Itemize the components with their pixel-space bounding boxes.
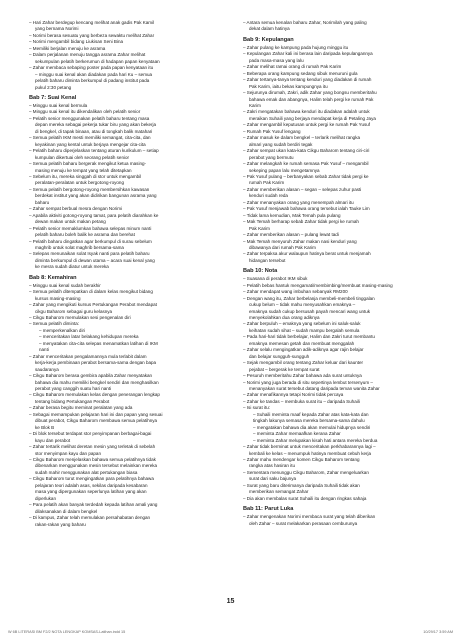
print-footer (8, 630, 453, 634)
note-line: ke mesra sudah diatur untuk mereka (35, 264, 109, 270)
note-line: – Zahar masuk ke dalam bengkel – terlarik melihat rangka (243, 135, 361, 141)
note-line: – Rumah Pak Yusuf lengang (243, 128, 301, 134)
note-line: dekat dalam hatinya (249, 26, 290, 32)
note-line: dilaksanakan di dalam bengkel (35, 508, 98, 514)
note-line: masing menuju ke tempat yang telah ditetapkan (35, 167, 132, 173)
note-line: – Cikgu Baharom berasa gembira apabila Zahar menyatakan (29, 373, 153, 379)
note-line: – Apabila aktiviti gotong-royong tamat, para pelatih diarahkan ke (29, 212, 159, 218)
note-line: – Zahar mengenakan Norimi membaca surat yang telah diberikan (243, 514, 376, 520)
note-line: pelatih baharu boleh balik ke asrama dan berehat (35, 232, 135, 238)
note-line: yang bernama Norimi (35, 26, 79, 32)
note-line: – Norimi yang juga berada di situ sepertinya lembut tersenyum – (243, 379, 373, 385)
note-line: – Isi surat itu: (243, 405, 271, 411)
note-line: – Zahar memberikan alasan – pulang lewat tadi (243, 232, 339, 238)
note-line: saudaranya (35, 366, 59, 372)
note-line: – Zakri mengatakan bahawa kenduri itu diadakan adalah untuk (243, 109, 370, 115)
note-line: meraikan Suhaili yang berjaya mendapat kerja di Petaling Jaya (249, 115, 376, 121)
note-line: bahawa dia mahu memiliki bengkel sendiri dan menghasilkan (35, 379, 159, 385)
note-line: – Pelatih baharu dingatkan agar berkumpul di surau sebelum (29, 238, 152, 244)
note-line: – Kepulangan Zahar kali ini berasa lain daripada kepulangannya (243, 51, 373, 57)
note-line: – Tidak lama kemudian, Mak Temah pula pulang (243, 212, 341, 218)
note-line: emaknya memesan getah dan membuat menggalah (249, 340, 355, 346)
note-line: – Pelatih senior menggunakan pelatih baharu tentang masa (29, 115, 150, 121)
footer-timestamp: 10/29/17 3:59 AM (423, 630, 453, 634)
note-line: pelatih baharu diminta berkumpul di padang institut pada (35, 78, 150, 84)
note-line: – mengatakan bahawa dia akan memulai hidupnya sendiri (253, 424, 371, 430)
note-line: – Zahar melangkah ke rumah semasa Pak Yusuf – mengambil (243, 161, 369, 167)
note-line: – Zahar ke tandas – membuka surat itu – daripada Suhaili (243, 398, 360, 404)
page-number: 15 (226, 598, 235, 605)
note-line: – menceritakan latar belakang kehidupan mereka (39, 334, 139, 340)
note-line: – Zahar terpaksa akur walaupun hatinya berat untuk menjamah (243, 251, 371, 257)
note-line: – Sementara menunggu Cikgu Baharom, Zahar mengeluarkan (243, 469, 369, 475)
note-line: – Cikgu Baharom menjelaskan bahawa semua pelatihnya tidak (29, 457, 156, 462)
note-line: almari yang sudah berdiri tegak (249, 141, 313, 147)
note-line: – Dengan wang itu, Zahar berbelanja membeli-membeli tinggalan (243, 295, 375, 301)
note-line: – Semua pelatih ditempatkan di dalam kelas mengikut bidang (29, 289, 153, 295)
note-line: – Zahar pulang ke kampung pada hujung minggu itu (243, 44, 349, 50)
note-line: diperlukan (35, 495, 56, 501)
note-line: sudah mahir menggunakan alat pertukangan biasa (35, 469, 138, 475)
note-line: – Zahar menanyakan orang yang menempah almari itu (243, 199, 354, 205)
note-line: – Zahar berpuluh – emaknya yang sebelum ini saluk-saluk (243, 321, 361, 327)
note-line: – Semua pelatih bergotong-royong membersihkan kawasan (29, 186, 150, 192)
note-line: dibuat perabot, Cikgu Baharom membawa semua pelatihnya (35, 418, 158, 424)
note-line: – menyatakan cita-cita selepas menamatkan latihan di IKM (39, 340, 158, 346)
chapter-heading: Bab 8: Kemahiran (29, 274, 77, 281)
note-line: – Pak Yusuf menjawab bahawa orang tersebut ialah Tauke Lim (243, 206, 370, 212)
note-line: masa yang dipergunakan seperlunya latihan yang akan (35, 489, 147, 495)
note-line: perabot yang bermutu (249, 154, 294, 160)
note-line: keihatan sudah sihat – sudah mampu bergalah semula (249, 327, 360, 333)
note-line: kenduri sudah reda (249, 193, 288, 199)
note-line: memberikan semangat Zahar (249, 489, 309, 495)
note-line: – Surat yang baru diterimanya daripada Suhaili tidak akan (243, 482, 360, 488)
note-line: – Minggu suai kenal itu dikendalikan oleh pelatih senior (29, 109, 141, 115)
note-line: – Minggu suai kenal sudah berakhir (29, 282, 101, 288)
note-line: tentang bidang Pertukangan Perabot (35, 398, 110, 404)
note-line: – Semua pelatih IKM mesti memiliki semangat, cita-cita, dan (29, 135, 151, 141)
note-line: – Sejak mengambil orang tentang Zahar keluar dari kaunter (243, 360, 364, 366)
note-line: keyakinan yang kental untuk berjaya mengejar cita-cita (35, 141, 146, 147)
note-line: kembali ke kelas – menumpuk hatinya membuat cebuh kerja (249, 450, 372, 456)
note-line: – Zahar sempat ukan kata-kata Cikgu Baharom tentang ciri-ciri (243, 148, 370, 154)
note-line: Pak Karim (249, 225, 270, 231)
note-line: – Cikgu Baharom memulakan sesi pengenalan diri (29, 315, 131, 321)
note-line: – Dia akan membalas surat Suhaili itu dengan ringkas sahaja (243, 495, 367, 501)
note-line: – Zahar tertarik melihat deretan mesin yang terletak di sebelah (29, 444, 156, 450)
footer-file-label: W 6B LITERASI BM F2/2 NOTA LENGKAP KOMSAS-Latihan.indd 15 (8, 630, 126, 634)
note-line: pelajaran teori adalah asas, sekilas daripada kesabaran (35, 482, 148, 488)
note-line: Karim (249, 102, 261, 108)
note-line: – Cikgu Baharom memulakan kelas dengan penerangan lengkap (29, 392, 160, 398)
note-line: dibenarkan menggunakan mesin tersebut melainkan mereka (35, 463, 158, 469)
note-line: – Beberapa orang kampung sedang sibuk menuruni gula (243, 70, 358, 76)
note-line: cikgu Baharom sebagai guru kelasnya (35, 308, 113, 314)
note-line: – memperkenalkan diri (39, 327, 85, 333)
note-line: pukul 2:30 petang (35, 84, 72, 90)
note-line: – Pelatih bebas hantuk mengamati/membimbing/membuat masing-masing (243, 282, 393, 288)
note-line: – Sebelum itu, mereka singgah di stor untuk mengambil (29, 173, 142, 179)
note-line: – Zahar sempat berbual mesra dengan Norimi (29, 206, 123, 212)
note-line: bahawa emak dan abangnya, Halim telah pergi ke rumah Pak (249, 96, 374, 102)
note-line: pada masa-masa yang lalu (249, 57, 304, 63)
note-line: maghrib untuk solat maghrib bersama-sama (35, 244, 124, 250)
note-line: – Cikgu Baharom turut mengingatkan para pelatihnya bahawa (29, 476, 154, 482)
note-line: dewan makan untuk makan petang (35, 219, 106, 225)
note-line: – Zahar mengambil keputusan untuk pergi ke rumah Pak Yusuf (243, 122, 371, 128)
note-line: – Zahar tidak berminat untuk menceritakan perkhabarannya lagi – (243, 444, 376, 450)
note-line: – Zahar mendapat wang imbuhan sebanyak RM200 (243, 289, 348, 295)
note-line: sekeping papan lalu mengetamnya (249, 167, 320, 173)
note-line: pejabat – bergerak ke tempat surat (249, 366, 320, 372)
note-line: – Antara semua kenalan baharu Zahar, Norimilah yang paling (243, 20, 367, 25)
note-line: – Memiliki berjalan menuju ke asrama (29, 45, 106, 51)
note-line: peralatan-peralatan untuk bergotong-royong (35, 180, 124, 186)
note-line: – Zahar menceritakan pengalamannya mula terlabit dalam (29, 353, 147, 359)
note-line: tingkah lakunya semasa mereka bersama-sama dahulu (253, 418, 365, 424)
note-line: – Mak Temah berharap sebab Zahar tidak pergi ke rumah (243, 219, 359, 225)
note-line: menyekolahkan dua orang adiknya (249, 315, 320, 321)
note-line: – Sejurunya dirumah, Zakri, adik Zahar yang bongsu memberitahu (243, 90, 377, 96)
note-line: – Zahar berasa begitu meminat peralatan yang ada (29, 405, 133, 411)
note-line: – Di blok tersebut terdapat stor penyimpanan berbagai-bagai (29, 431, 152, 437)
note-line: – meminta Zahar memaafkan kerana Zahar (253, 431, 341, 437)
note-line: berdekat institut yang akan didirikan bangunan asrama yang (35, 193, 157, 199)
note-line: baharu (35, 199, 50, 205)
note-line: – Di kampus, Zahar telah memulakan persahabatan dengan (29, 515, 151, 521)
note-line: – Pesuruh memberitahu Zahar bahawa ada surat untuknya (243, 373, 362, 379)
note-line: rangka atas hasiran itu (249, 463, 296, 469)
note-line: – meminta Zahar melupakan kisah hati antara mereka berdua (253, 437, 378, 443)
right-text-column (243, 20, 427, 527)
chapter-heading: Bab 7: Suai Kenal (29, 94, 77, 101)
note-line: Pak Karim, iaitu bekas kampungnya itu (249, 83, 328, 89)
note-line: – Zahar menafikannya tetapi Norimi tidak percaya (243, 392, 344, 398)
note-line: rumah Pak Karim (249, 180, 285, 186)
chapter-heading: Bab 11: Parut Luka (243, 506, 294, 513)
note-line: – Norimi mengambil bidang Liukisan Seni Bina (29, 39, 124, 45)
note-line: diminta berkumpul di dewan utama – acara suai kenal yang (35, 257, 155, 263)
note-line: dibawanya dari rumah Pak Karim (249, 244, 316, 250)
chapter-heading: Bab 10: Nota (243, 268, 278, 275)
note-line: – Suhaili meminta maaf kepada Zahar atas kata-kata dan (253, 411, 369, 417)
note-line: hidangan tersebut (249, 257, 286, 263)
note-line: – Minggu suai kenal bermula (29, 102, 88, 108)
note-line: di bengkel, di tapak binaan, atau di tongkah balik matahari (35, 128, 153, 134)
note-line: – Sebagai memampukan pelajaran hari ini dan papan yang sesuai (29, 411, 163, 417)
note-line: – Mak Temah menyuruh Zahar makan nasi kenduri yang (243, 238, 357, 244)
note-line: – Pada hari-hari tidak berbelajar, Halim dan Zakri turut membantu (243, 334, 375, 340)
note-line: – minggu suai kenal akan diadakan pada hari Ku – semua (35, 71, 153, 77)
note-line: – Zahar selalu mengingatkan adik-adiknya agar rajin belajar (243, 347, 364, 353)
note-line: – Zahar mahu mendengar komen Cikgu Baharom tentang (243, 457, 360, 462)
chapter-heading: Bab 9: Kepulangan (243, 36, 294, 43)
note-line: – Pelatih senior memaklumkan bahawa selepas minum nanti (29, 225, 152, 231)
left-text-column (29, 20, 213, 528)
note-line: stor menyimpan kayu dan papan (35, 450, 101, 456)
note-line: – Zahar yang mengikuti kursus Pertukangan Perabot mendapat (29, 302, 157, 308)
note-line: rakan-rakan yang baharu (35, 521, 86, 527)
note-line: – Semua pelatih diminta: (29, 321, 80, 327)
note-line: – Semua pelatih baharu bergerak mengikut ketua masing- (29, 161, 147, 167)
note-line: – Pelatih baharu diperjelaskan tentang aturan kurikulum – setiap (29, 148, 159, 154)
note-line: menanyakan surat tersebut datang daripada teman wanita Zahar (249, 386, 380, 392)
note-line: – Zahar membaca sebaping poster pada papan kenyataan itu (29, 65, 154, 71)
note-line: – Selepas menunaikan solat Isyak nanti para pelatih baharu (29, 251, 150, 257)
note-line: nanti (39, 347, 49, 353)
note-line: oleh Zahar – surat melakarkan perasaan cemburunya (249, 520, 358, 526)
note-line: sekumpulan pelatih berkerumun di hadapan papan kenyataan (35, 58, 160, 64)
note-line: – Pak Yusuf pulang – berbanyakan sebab Zahar tidak pergi ke (243, 173, 369, 179)
note-line: – Dalam perjalanan menuju tangga asrama Zahar melihat (29, 52, 146, 58)
note-line: – Zahar melihat ramai orang di rumah Pak Karim (243, 64, 342, 70)
note-line: – Suasana di perabot IKM sibuk (243, 276, 308, 282)
note-line: perabot yang canggih suatu hari nanti (35, 386, 112, 392)
note-line: surat dari saku bajunya (249, 476, 297, 482)
note-line: cukup belum – tidak mahu menyusahkan emaknya – (249, 302, 356, 308)
note-line: – Hari Zahar berdegup kencang melihat anak gadis Pak Kamil (29, 20, 155, 25)
note-line: depan mereka sebagai pekerja tukar biru yang akan bekerja (35, 122, 157, 128)
note-line: kursus masing-masing (35, 295, 81, 301)
note-line: kerja-kerja pembinaan perabot bersama-sama dengan bapa (35, 360, 157, 366)
note-line: – Norimi berasa sesuatu yang berbeza sewaktu melihat Zahar (29, 32, 155, 38)
note-line: – Para pelatih akan banyak terdedah kepada latihan amali yang (29, 502, 158, 508)
note-line: emaknya sudah cukup bersusah payah mencari wang untuk (249, 308, 371, 314)
note-line: – Zahar memberikan alasan – segan – selepas zuhur pasti (243, 186, 362, 192)
note-line: kumpulan dikertuai oleh seorang pelatih senior (35, 154, 130, 160)
note-line: kayu dan perabot (35, 437, 71, 443)
note-line: ke Blok B (35, 424, 55, 430)
note-line: dan belajar sungguh-sungguh (249, 353, 310, 359)
note-line: – Zahar tertanya-tanya tentang kenduri yang diadakan di rumah (243, 77, 372, 83)
